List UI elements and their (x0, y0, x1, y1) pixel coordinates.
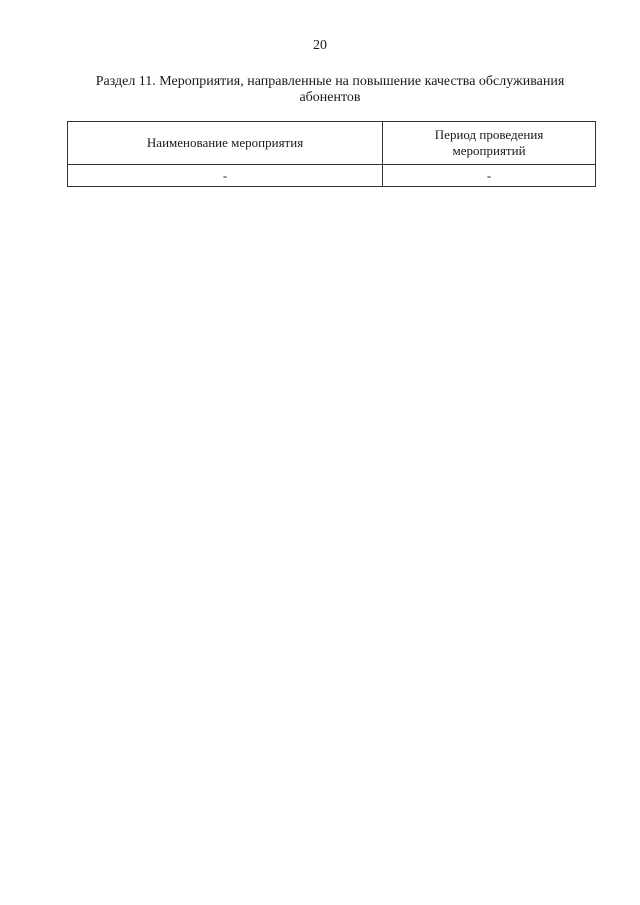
header-event-period-line-2: мероприятий (452, 143, 526, 158)
header-event-period-line-1: Период проведения (434, 127, 544, 142)
page-number: 20 (313, 38, 327, 53)
table-header-row (68, 122, 596, 165)
cell-event-period: - (383, 165, 596, 187)
section-title (60, 74, 600, 106)
section-title-line-2: абонентов (299, 90, 361, 105)
header-event-name: Наименование мероприятия (68, 122, 383, 165)
section-title-line-1: Раздел 11. Мероприятия, направленные на повышение качества обслуживания (95, 74, 565, 89)
table-row (68, 165, 596, 187)
header-event-period (383, 122, 596, 165)
events-table (67, 121, 596, 187)
cell-event-name: - (68, 165, 383, 187)
